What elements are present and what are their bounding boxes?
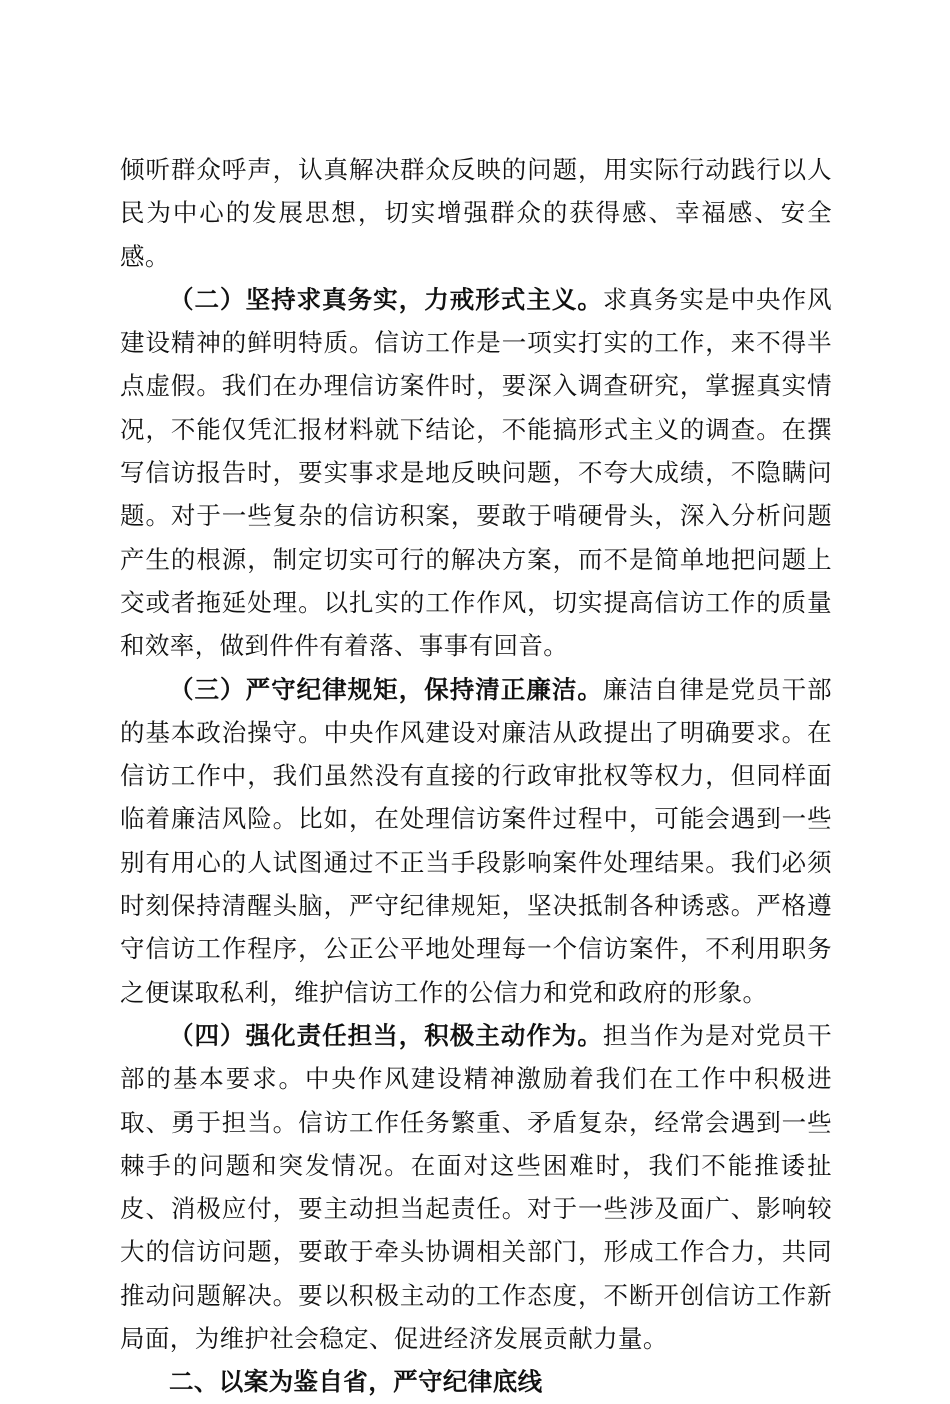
paragraph-lead: （二）坚持求真务实，力戒形式主义。 [169, 284, 603, 314]
paragraph-continuation [120, 148, 832, 278]
paragraph-text: 担当作为是对党员干部的基本要求。中央作风建设精神激励着我们在工作中积极进取、勇于担当。信访工作任务繁重、矛盾复杂，经常会遇到一些棘手的问题和突发情况。在面对这些困难时，我们不能推诿扯皮、消极应付，要主动担当起责任。对于一些涉及面广、影响较大的信访问题，要敢于牵头协调相关部门，形成工作合力，共同推动问题解决。要以积极主动的工作态度，不断开创信访工作新局面，为维护社会稳定、促进经济发展贡献力量。 [120, 1020, 832, 1354]
paragraph-lead: （四）强化责任担当，积极主动作为。 [169, 1020, 603, 1050]
paragraph-item-3 [120, 668, 832, 1014]
paragraph-item-2 [120, 278, 832, 668]
paragraph-text: 廉洁自律是党员干部的基本政治操守。中央作风建设对廉洁从政提出了明确要求。在信访工作中，我们虽然没有直接的行政审批权等权力，但同样面临着廉洁风险。比如，在处理信访案件过程中，可能会遇到一些别有用心的人试图通过不正当手段影响案件处理结果。我们必须时刻保持清醒头脑，严守纪律规矩，坚决抵制各种诱惑。严格遵守信访工作程序，公正公平地处理每一个信访案件，不利用职务之便谋取私利，维护信访工作的公信力和党和政府的形象。 [120, 674, 832, 1007]
paragraph-item-4 [120, 1014, 832, 1360]
paragraph-lead: （三）严守纪律规矩，保持清正廉洁。 [169, 674, 603, 704]
document-body [120, 148, 832, 1404]
paragraph-text: 倾听群众呼声，认真解决群众反映的问题，用实际行动践行以人民为中心的发展思想，切实增强群众的获得感、幸福感、安全感。 [120, 155, 832, 271]
section-heading: 二、以案为鉴自省，严守纪律底线 [169, 1367, 543, 1397]
paragraph-text: 求真务实是中央作风建设精神的鲜明特质。信访工作是一项实打实的工作，来不得半点虚假。我们在办理信访案件时，要深入调查研究，掌握真实情况，不能仅凭汇报材料就下结论，不能搞形式主义的调查。在撰写信访报告时，要实事求是地反映问题，不夸大成绩，不隐瞒问题。对于一些复杂的信访积案，要敢于啃硬骨头，深入分析问题产生的根源，制定切实可行的解决方案，而不是简单地把问题上交或者拖延处理。以扎实的工作作风，切实提高信访工作的质量和效率，做到件件有着落、事事有回音。 [120, 284, 832, 661]
